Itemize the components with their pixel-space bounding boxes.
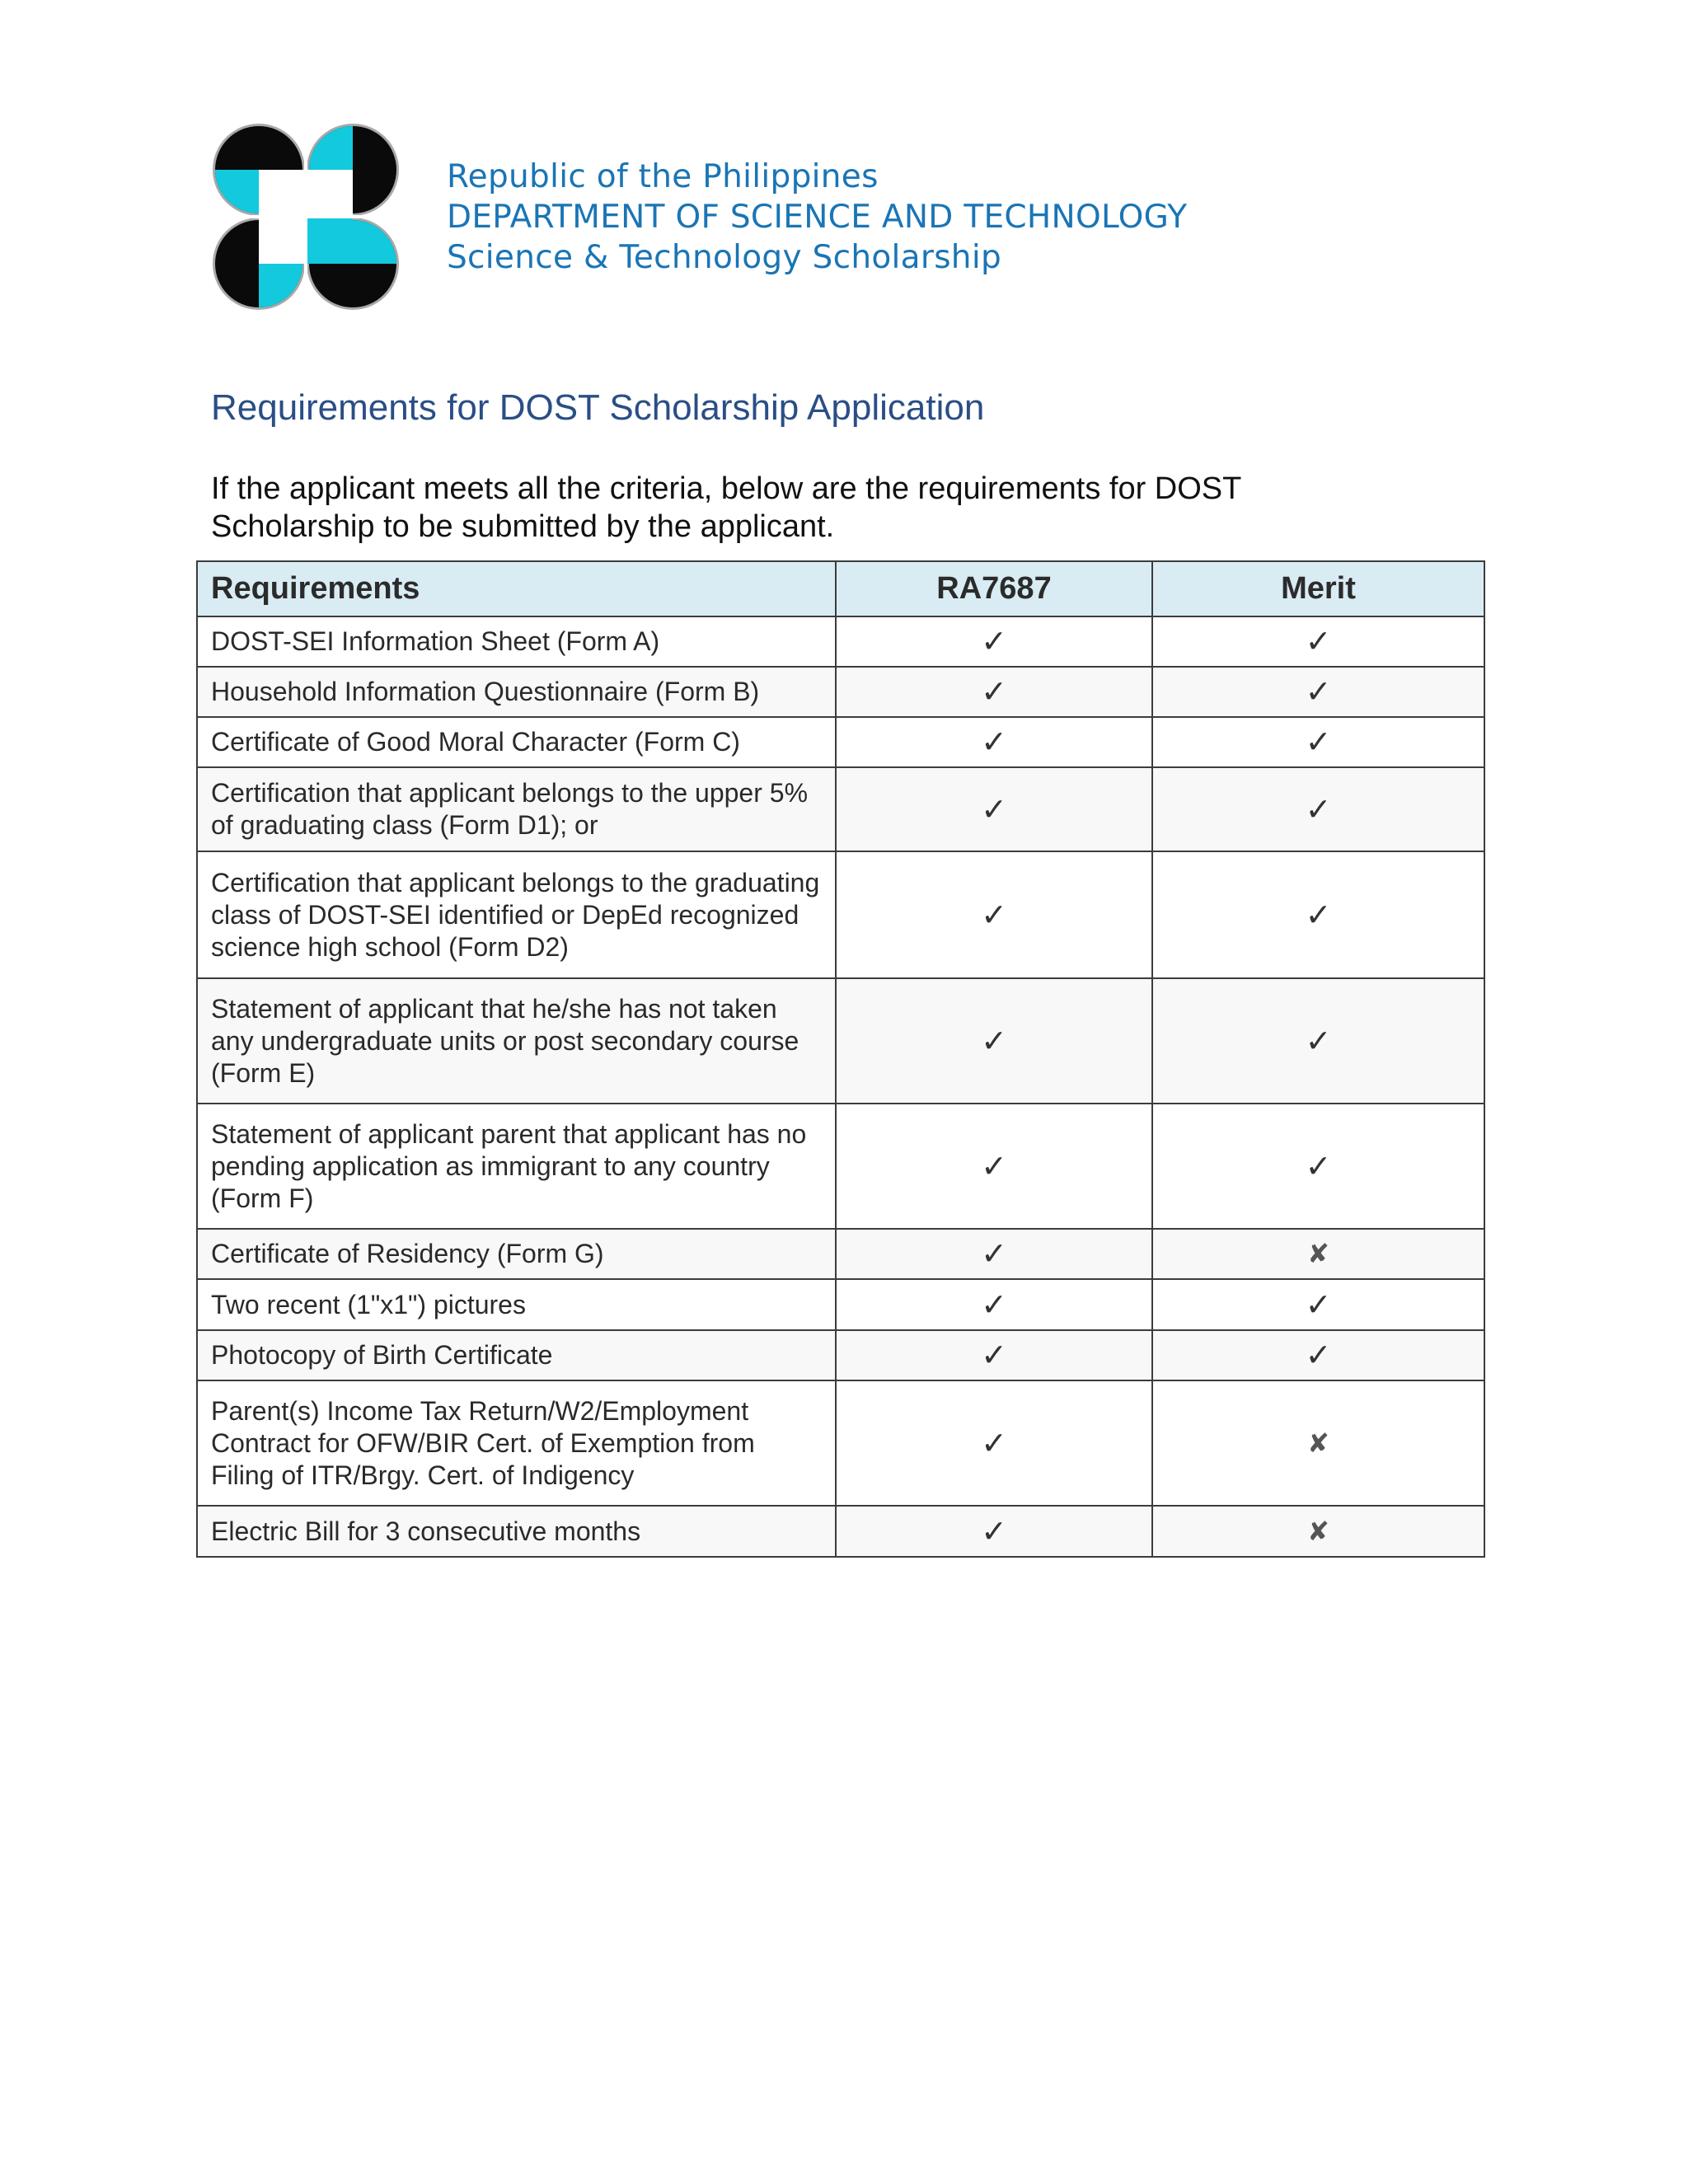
- check-mark-icon: ✓: [836, 717, 1152, 767]
- cross-mark-icon: ✘: [1152, 1380, 1484, 1506]
- check-mark-icon: ✓: [836, 1104, 1152, 1229]
- check-mark-icon: ✓: [836, 851, 1152, 978]
- check-mark-icon: ✓: [1152, 1279, 1484, 1330]
- check-mark-icon: ✓: [836, 1229, 1152, 1279]
- requirements-table: [196, 560, 1485, 1558]
- table-row: [197, 717, 1484, 767]
- table-row: [197, 1506, 1484, 1557]
- check-mark-icon: ✓: [836, 1506, 1152, 1557]
- table-header-row: [197, 561, 1484, 616]
- requirement-cell: DOST-SEI Information Sheet (Form A): [197, 616, 836, 667]
- check-mark-icon: ✓: [1152, 667, 1484, 717]
- intro-paragraph: If the applicant meets all the criteria, below are the requirements for DOST Scholarship to be submitted by the applicant.: [211, 471, 1241, 544]
- check-mark-icon: ✓: [1152, 1330, 1484, 1380]
- cross-mark-icon: ✘: [1152, 1229, 1484, 1279]
- column-header-merit: Merit: [1152, 561, 1484, 616]
- column-header-ra7687: RA7687: [836, 561, 1152, 616]
- check-mark-icon: ✓: [1152, 851, 1484, 978]
- letterhead-line-program: Science & Technology Scholarship: [447, 239, 1002, 276]
- requirement-cell: Photocopy of Birth Certificate: [197, 1330, 836, 1380]
- check-mark-icon: ✓: [1152, 717, 1484, 767]
- letterhead-line-republic: Republic of the Philippines: [447, 158, 879, 195]
- check-mark-icon: ✓: [1152, 1104, 1484, 1229]
- document-title: Requirements for DOST Scholarship Application: [211, 387, 985, 428]
- check-mark-icon: ✓: [1152, 767, 1484, 851]
- column-header-requirements: Requirements: [197, 561, 836, 616]
- requirement-cell: Certificate of Good Moral Character (Form C): [197, 717, 836, 767]
- requirement-cell: Certification that applicant belongs to the upper 5% of graduating class (Form D1); or: [197, 767, 836, 851]
- check-mark-icon: ✓: [836, 978, 1152, 1104]
- check-mark-icon: ✓: [836, 1380, 1152, 1506]
- check-mark-icon: ✓: [836, 767, 1152, 851]
- check-mark-icon: ✓: [836, 1279, 1152, 1330]
- requirement-cell: Household Information Questionnaire (Form B): [197, 667, 836, 717]
- letterhead-line-department: DEPARTMENT OF SCIENCE AND TECHNOLOGY: [447, 199, 1188, 236]
- requirement-cell: Two recent (1"x1") pictures: [197, 1279, 836, 1330]
- requirement-cell: Statement of applicant parent that applicant has no pending application as immigrant to any country (Form F): [197, 1104, 836, 1229]
- table-row: [197, 978, 1484, 1104]
- requirement-cell: Electric Bill for 3 consecutive months: [197, 1506, 836, 1557]
- table-row: [197, 667, 1484, 717]
- table-row: [197, 1279, 1484, 1330]
- letterhead: [447, 157, 1187, 278]
- table-row: [197, 1330, 1484, 1380]
- table-row: [197, 616, 1484, 667]
- check-mark-icon: ✓: [836, 1330, 1152, 1380]
- check-mark-icon: ✓: [1152, 616, 1484, 667]
- requirement-cell: Parent(s) Income Tax Return/W2/Employment Contract for OFW/BIR Cert. of Exemption from Filing of ITR/Brgy. Cert. of Indigency: [197, 1380, 836, 1506]
- requirement-cell: Certification that applicant belongs to the graduating class of DOST-SEI identified or DepEd recognized science high school (Form D2): [197, 851, 836, 978]
- dost-logo: [213, 124, 399, 310]
- table-row: [197, 851, 1484, 978]
- table-row: [197, 767, 1484, 851]
- table-row: [197, 1380, 1484, 1506]
- cross-mark-icon: ✘: [1152, 1506, 1484, 1557]
- check-mark-icon: ✓: [836, 667, 1152, 717]
- check-mark-icon: ✓: [1152, 978, 1484, 1104]
- check-mark-icon: ✓: [836, 616, 1152, 667]
- requirement-cell: Statement of applicant that he/she has not taken any undergraduate units or post secondary course (Form E): [197, 978, 836, 1104]
- table-row: [197, 1104, 1484, 1229]
- requirement-cell: Certificate of Residency (Form G): [197, 1229, 836, 1279]
- table-body: [197, 616, 1484, 1557]
- table-row: [197, 1229, 1484, 1279]
